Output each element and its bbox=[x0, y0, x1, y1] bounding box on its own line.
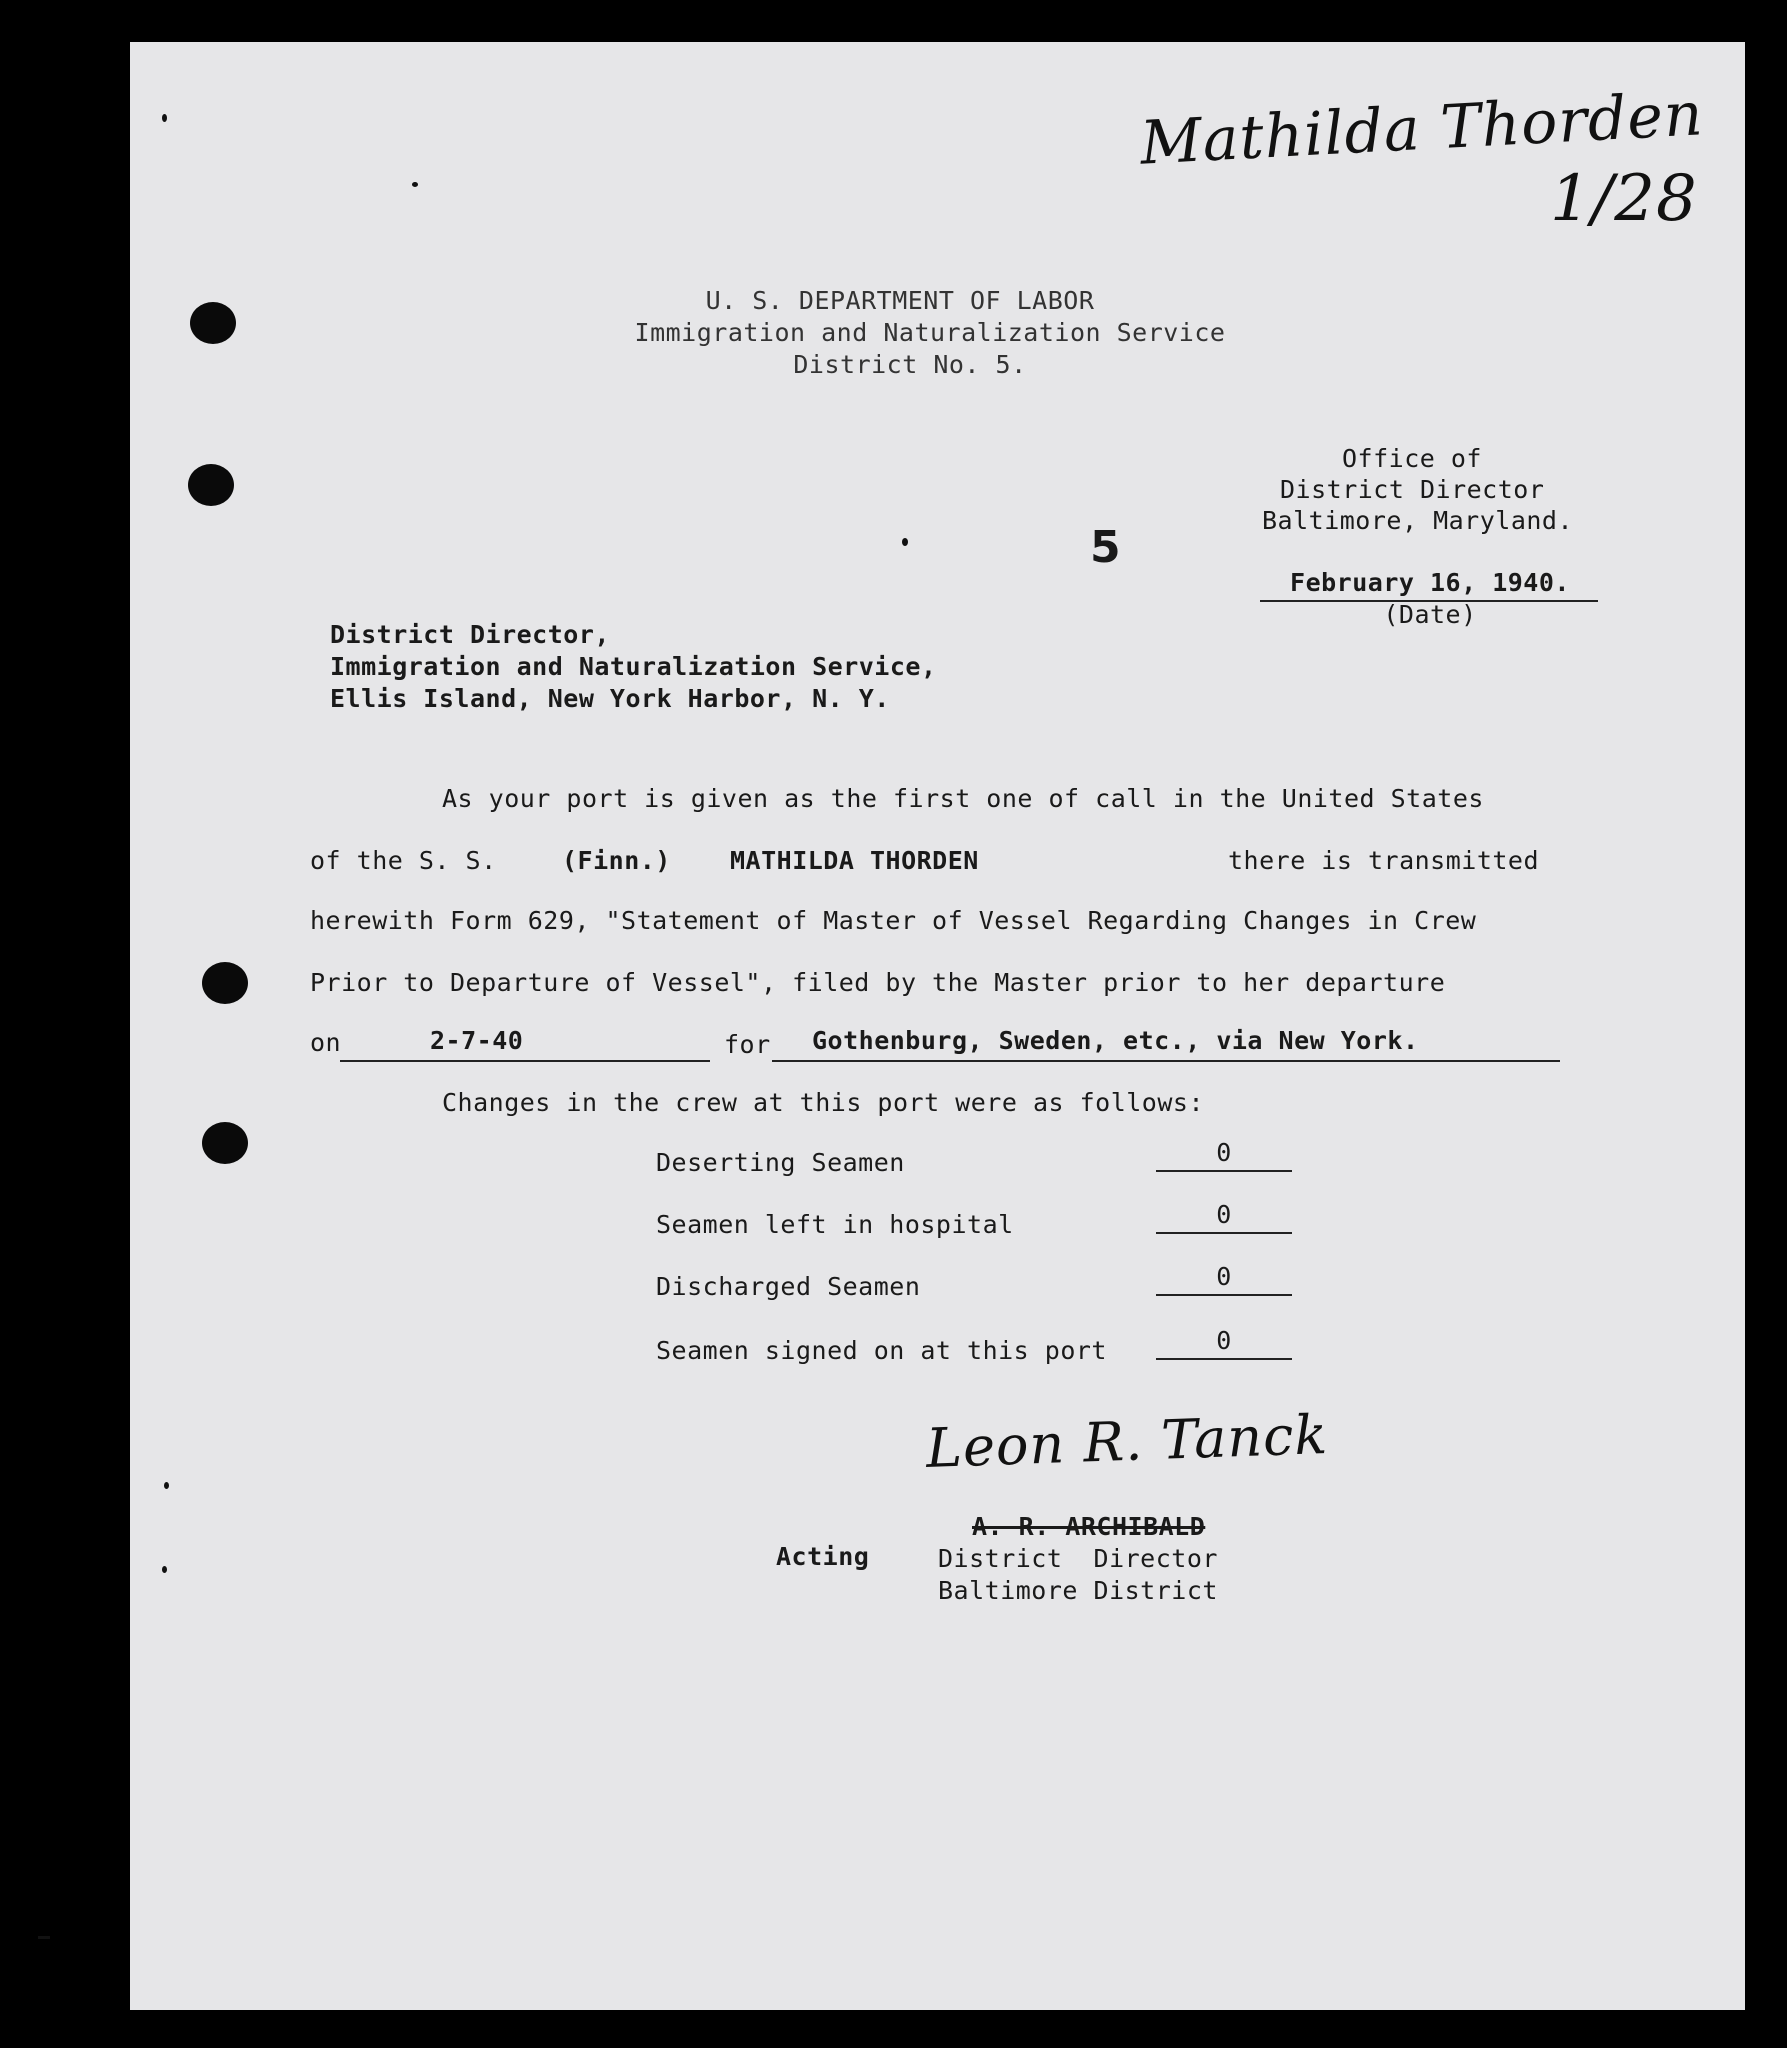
punch-hole bbox=[188, 464, 234, 506]
typed-name-struck: A. R. ARCHIBALD bbox=[972, 1512, 1206, 1541]
body-line-3: herewith Form 629, "Statement of Master of Vessel Regarding Changes in Crew bbox=[310, 906, 1477, 935]
office-line-2: District Director bbox=[1280, 475, 1545, 504]
page-number: 5 bbox=[1090, 522, 1122, 573]
destination-underline bbox=[772, 1060, 1560, 1062]
crew-row-underline bbox=[1156, 1232, 1292, 1234]
office-line-3: Baltimore, Maryland. bbox=[1262, 506, 1574, 535]
vessel-name: MATHILDA THORDEN bbox=[730, 846, 979, 875]
addressee-line-1: District Director, bbox=[330, 620, 610, 649]
date-label: (Date) bbox=[1383, 600, 1477, 629]
crew-intro: Changes in the crew at this port were as follows: bbox=[442, 1088, 1205, 1117]
crew-row-value: 0 bbox=[1216, 1138, 1232, 1167]
ink-speck bbox=[412, 182, 418, 187]
ink-speck bbox=[162, 114, 167, 122]
crew-row-value: 0 bbox=[1216, 1262, 1232, 1291]
body-line-2-prefix: of the S. S. bbox=[310, 846, 497, 875]
crew-row-underline bbox=[1156, 1294, 1292, 1296]
punch-hole bbox=[202, 962, 248, 1004]
handwritten-signature: Leon R. Tanck bbox=[925, 1403, 1330, 1480]
addressee-line-3: Ellis Island, New York Harbor, N. Y. bbox=[330, 684, 890, 713]
body-line-2-suffix: there is transmitted bbox=[1228, 846, 1540, 875]
vessel-nationality: (Finn.) bbox=[562, 846, 671, 875]
letterhead-line-2: Immigration and Naturalization Service bbox=[634, 318, 1226, 347]
ink-speck bbox=[164, 1482, 169, 1489]
departure-date: 2-7-40 bbox=[430, 1026, 524, 1055]
letterhead-line-1: U. S. DEPARTMENT OF LABOR bbox=[705, 286, 1095, 315]
handwritten-ship-name: Mathilda Thorden bbox=[1138, 79, 1706, 179]
signer-district: Baltimore District bbox=[938, 1576, 1218, 1605]
for-label: for bbox=[724, 1030, 771, 1059]
punch-hole bbox=[202, 1122, 248, 1164]
destination: Gothenburg, Sweden, etc., via New York. bbox=[812, 1026, 1419, 1055]
letter-date: February 16, 1940. bbox=[1290, 568, 1570, 597]
on-label: on bbox=[310, 1028, 342, 1057]
crew-row-underline bbox=[1156, 1170, 1292, 1172]
crew-row-underline bbox=[1156, 1358, 1292, 1360]
letterhead-line-3: District No. 5. bbox=[793, 350, 1027, 379]
signer-title: District Director bbox=[938, 1544, 1218, 1573]
departure-date-underline bbox=[340, 1060, 710, 1062]
crew-row-value: 0 bbox=[1216, 1200, 1232, 1229]
addressee-line-2: Immigration and Naturalization Service, bbox=[330, 652, 937, 681]
document-page bbox=[130, 42, 1745, 2010]
ink-speck bbox=[902, 538, 908, 546]
ink-speck bbox=[162, 1566, 167, 1573]
crew-row-label: Deserting Seamen bbox=[656, 1148, 905, 1177]
body-line-4: Prior to Departure of Vessel", filed by the Master prior to her departure bbox=[310, 968, 1446, 997]
ink-speck bbox=[38, 1936, 50, 1939]
crew-row-label: Discharged Seamen bbox=[656, 1272, 921, 1301]
punch-hole bbox=[190, 302, 236, 344]
crew-row-value: 0 bbox=[1216, 1326, 1232, 1355]
acting-label: Acting bbox=[776, 1542, 870, 1571]
crew-row-label: Seamen left in hospital bbox=[656, 1210, 1014, 1239]
crew-row-label: Seamen signed on at this port bbox=[656, 1336, 1107, 1365]
office-line-1: Office of bbox=[1342, 444, 1482, 473]
handwritten-fraction: 1/28 bbox=[1550, 162, 1698, 236]
body-line-1: As your port is given as the first one of call in the United States bbox=[442, 784, 1484, 813]
